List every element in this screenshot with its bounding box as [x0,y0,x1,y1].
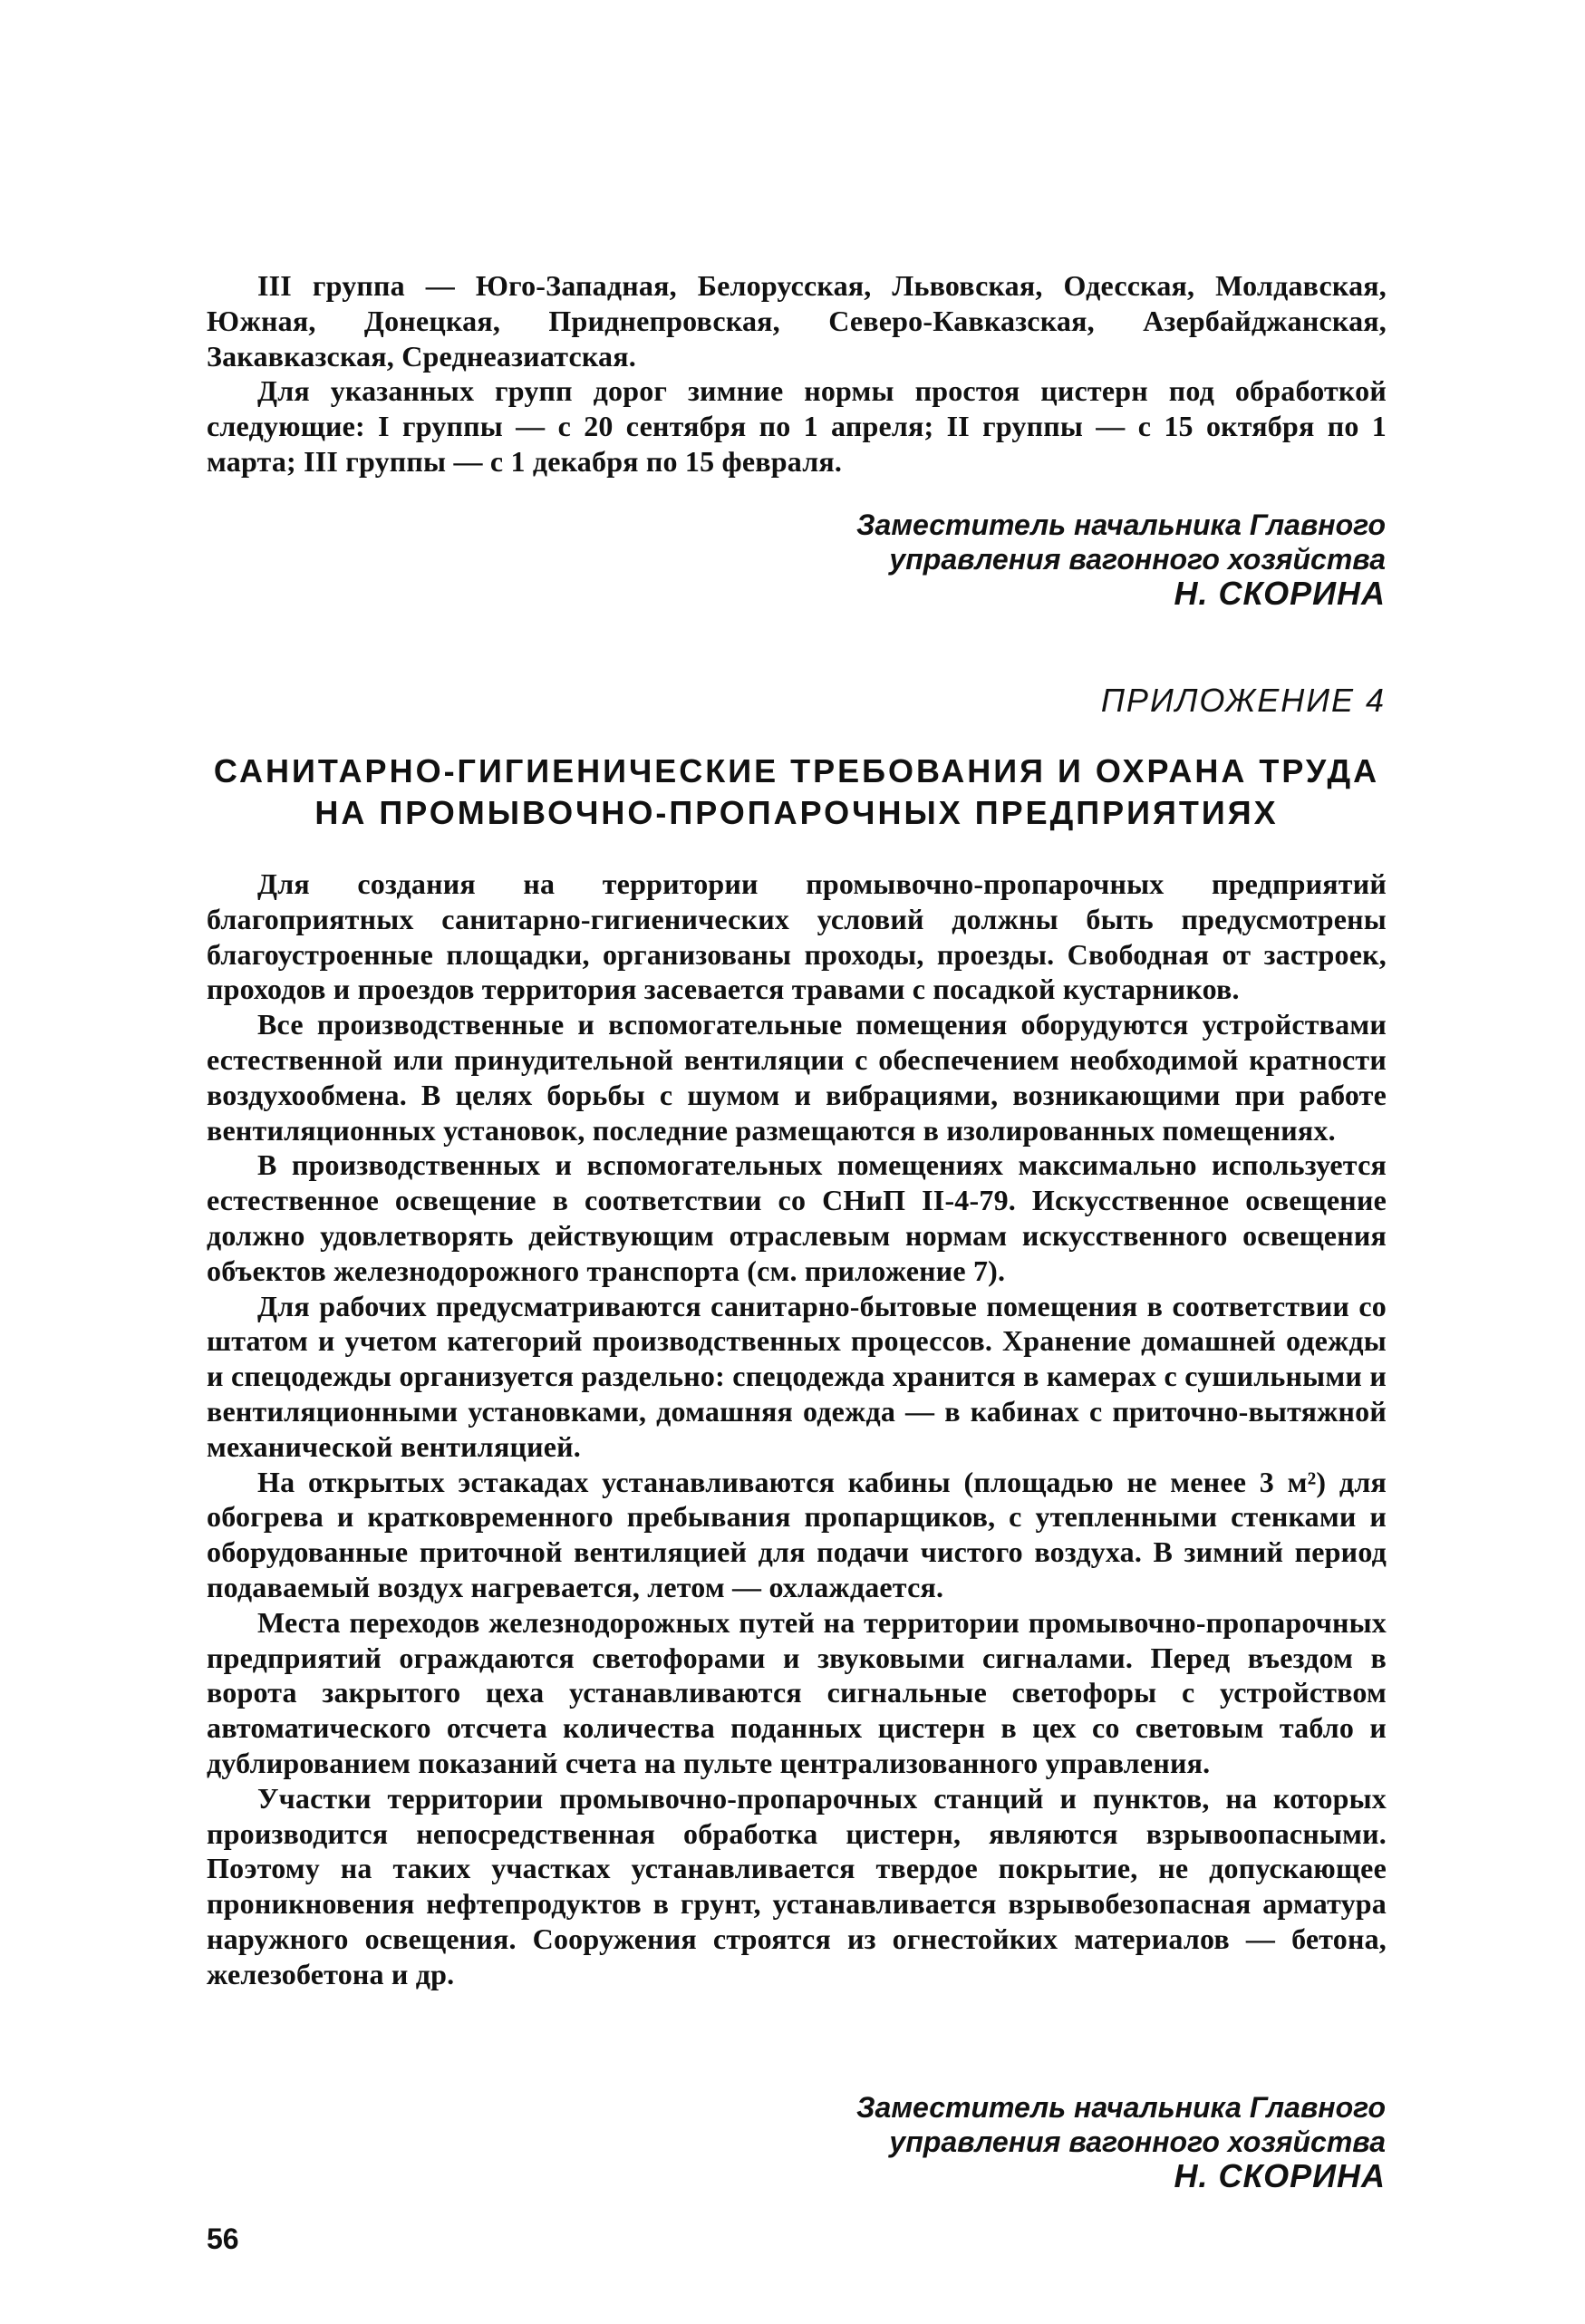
paragraph-territory: Для создания на территории промывочно-пропарочных предприятий благоприятных санитарно-гигиенических условий должны быть предусмотрены благоустроенные площадки, организованы проходы, проезды. Свободная от застроек, проходов и проездов территория засевается травами с посадкой кустарников. [207,867,1387,1006]
appendix-label: ПРИЛОЖЕНИЕ 4 [1100,682,1386,719]
paragraph-heating-cabins: На открытых эстакадах устанавливаются кабины (площадью не менее 3 м²) для обогрева и кратковременного пребывания пропарщиков, с утепленными стенками и оборудованные приточной вентиляцией для подачи чистого воздуха. В зимний период подаваемый воздух нагревается, летом — охлаждается. [207,1465,1387,1603]
signature-title-line-2: управления вагонного хозяйства [889,543,1386,576]
signature-title-line-1: Заместитель начальника Главного [855,2091,1386,2124]
paragraph-road-groups: III группа — Юго-Западная, Белорусская, Львовская, Одесская, Молдавская, Южная, Донецкая, Приднепровская, Северо-Кавказская, Азербайджанская, Закавказская, Среднеазиатская. [207,269,1387,373]
paragraph-explosive-areas: Участки территории промывочно-пропарочных станций и пунктов, на которых производится непосредственная обработка цистерн, являются взрывоопасными. Поэтому на таких участках устанавливается твердое покрытие, не допускающее проникновения нефтепродуктов в грунт, устанавливается взрывобезопасная арматура наружного освещения. Сооружения строятся из огнестойких материалов — бетона, железобетона и др. [207,1781,1387,1990]
signature-block-top [856,508,1386,611]
intro-text-block [207,268,1387,479]
signature-title-line-1: Заместитель начальника Главного [855,508,1386,541]
paragraph-sanitary-rooms: Для рабочих предусматриваются санитарно-бытовые помещения в соответствии со штатом и учетом категорий производственных процессов. Хранение домашней одежды и спецодежды организуется раздельно: спецодежда хранится в камерах с сушильными и вентиляционными установками, домашняя одежда — в кабинах с приточно-вытяжной механической вентиляцией. [207,1289,1387,1463]
heading-line-2: НА ПРОМЫВОЧНО-ПРОПАРОЧНЫХ ПРЕДПРИЯТИЯХ [314,794,1279,831]
signature-title-line-2: управления вагонного хозяйства [889,2125,1386,2158]
main-text-block [207,867,1387,1992]
signature-name: Н. СКОРИНА [1174,575,1386,612]
signature-name: Н. СКОРИНА [1174,2157,1386,2194]
paragraph-lighting: В производственных и вспомогательных помещениях максимально используется естественное освещение в соответствии со СНиП II-4-79. Искусственное освещение должно удовлетворять действующим отраслевым нормам искусственного освещения объектов железнодорожного транспорта (см. приложение 7). [207,1148,1387,1287]
page-number: 56 [207,2222,239,2255]
heading-line-1: САНИТАРНО-ГИГИЕНИЧЕСКИЕ ТРЕБОВАНИЯ И ОХРАНА ТРУДА [213,752,1380,789]
paragraph-ventilation: Все производственные и вспомогательные помещения оборудуются устройствами естественной или принудительной вентиляции с обеспечением необходимой кратности воздухообмена. В целях борьбы с шумом и вибрациями, возникающими при работе вентиляционных установок, последние размещаются в изолированных помещениях. [207,1008,1387,1147]
paragraph-crossings: Места переходов железнодорожных путей на территории промывочно-пропарочных предприятий ограждаются светофорами и звуковыми сигналами. Перед въездом в ворота закрытого цеха устанавливаются сигнальные светофоры с устройством автоматического отсчета количества поданных цистерн в цех со световым табло и дублированием показаний счета на пульте централизованного управления. [207,1605,1387,1779]
signature-block-bottom [856,2090,1386,2193]
paragraph-winter-norms: Для указанных групп дорог зимние нормы простоя цистерн под обработкой следующие: I группы — с 20 сентября по 1 апреля; II группы — с 15 октября по 1 марта; III группы — с 1 декабря по 15 февраля. [207,374,1387,478]
section-heading [207,750,1387,834]
